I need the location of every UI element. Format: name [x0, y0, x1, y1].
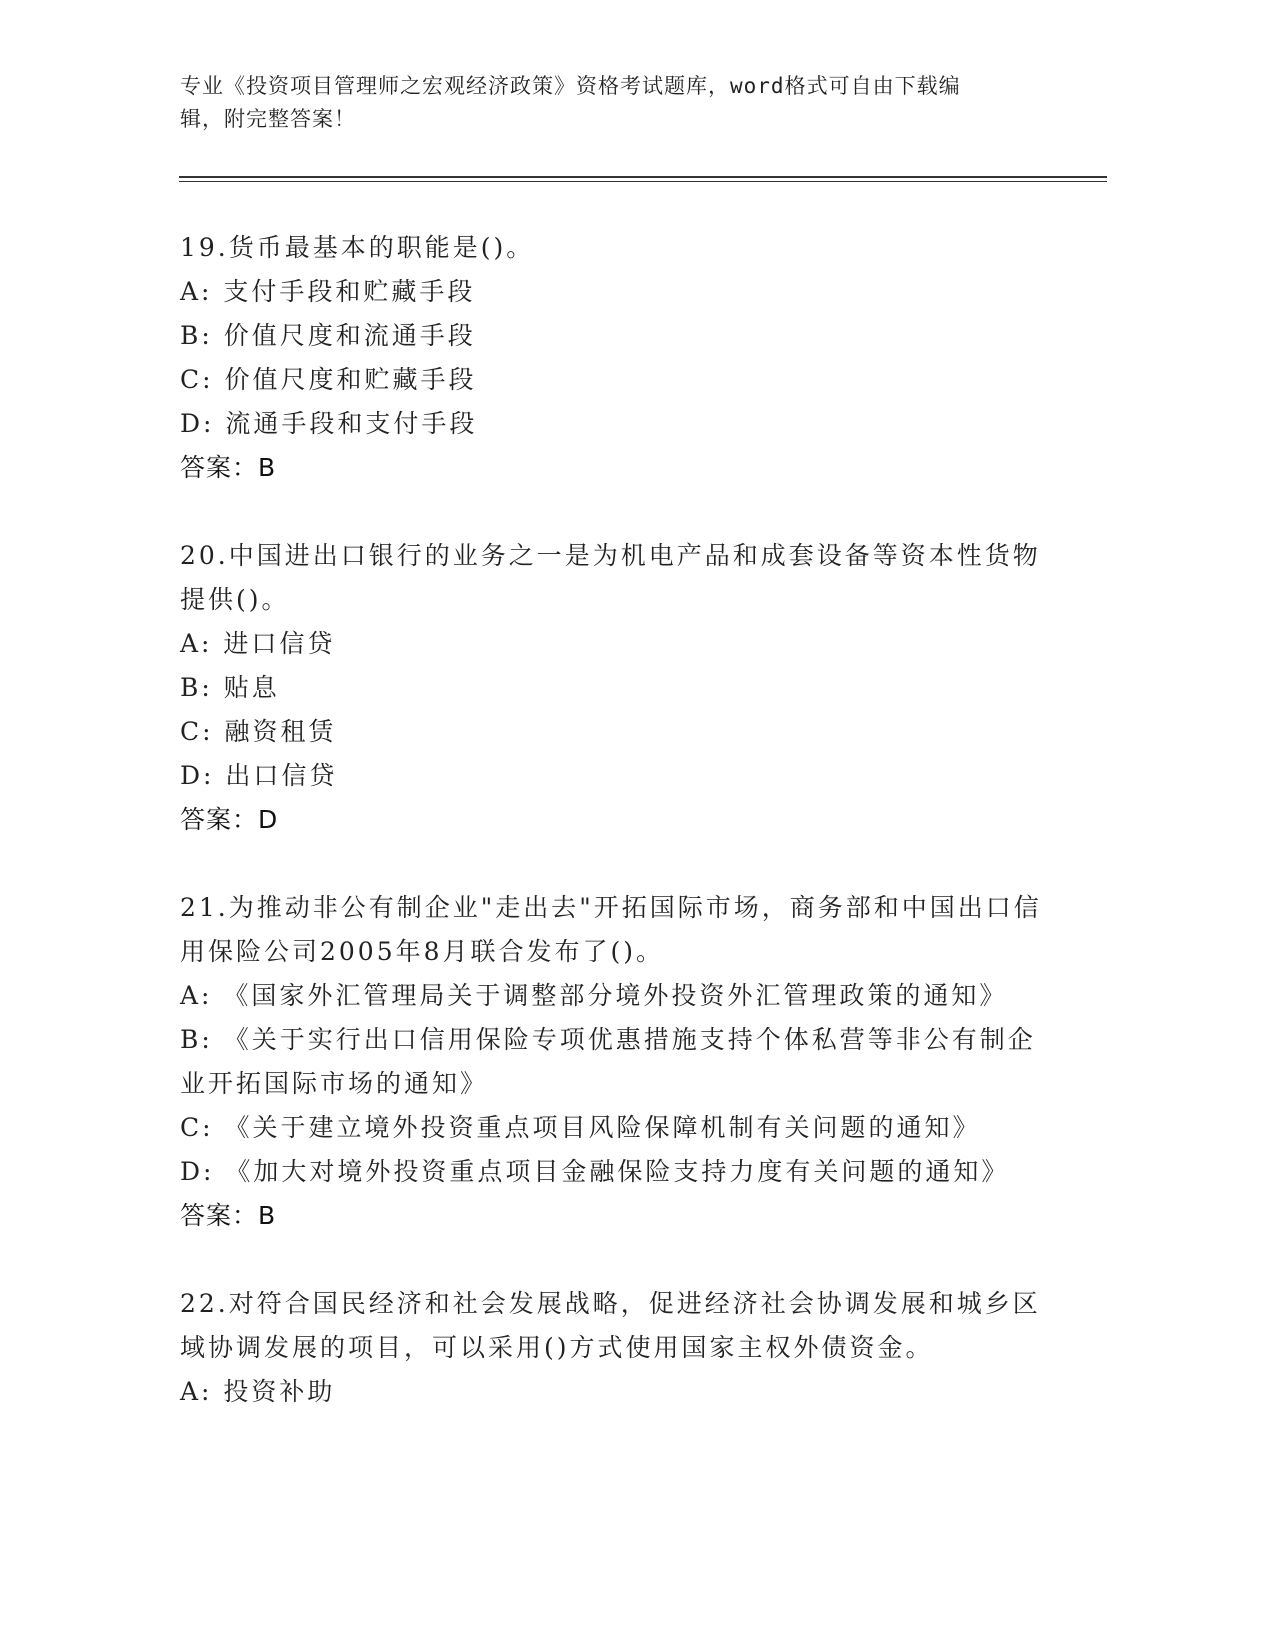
question-list [180, 226, 1060, 1458]
question-20 [180, 534, 1060, 842]
answer-line: 答案：B [180, 1201, 277, 1230]
question-19 [180, 226, 1060, 490]
answer-line: 答案：B [180, 453, 277, 482]
option-c: C: 融资租赁 [180, 717, 337, 746]
option-b-continued: 业开拓国际市场的通知》 [180, 1069, 489, 1098]
option-a: A: 支付手段和贮藏手段 [180, 277, 476, 306]
header-line-1: 专业《投资项目管理师之宏观经济政策》资格考试题库，word格式可自由下载编 [180, 74, 961, 98]
option-d: D: 流通手段和支付手段 [180, 409, 478, 438]
option-a: A: 《国家外汇管理局关于调整部分境外投资外汇管理政策的通知》 [180, 981, 1008, 1010]
option-d: D: 出口信贷 [180, 761, 338, 790]
question-stem-continued: 提供()。 [180, 585, 290, 614]
header-divider-thick [179, 176, 1107, 178]
option-b: B: 价值尺度和流通手段 [180, 321, 476, 350]
document-header [180, 70, 1060, 136]
option-d: D: 《加大对境外投资重点项目金融保险支持力度有关问题的通知》 [180, 1157, 1010, 1186]
option-c: C: 价值尺度和贮藏手段 [180, 365, 477, 394]
question-stem: 20.中国进出口银行的业务之一是为机电产品和成套设备等资本性货物 [180, 541, 1041, 570]
question-stem-continued: 用保险公司2005年8月联合发布了()。 [180, 937, 665, 966]
answer-line: 答案：D [180, 805, 279, 834]
question-22 [180, 1282, 1060, 1414]
question-21 [180, 886, 1060, 1238]
question-stem: 22.对符合国民经济和社会发展战略，促进经济社会协调发展和城乡区 [180, 1289, 1041, 1318]
question-stem: 19.货币最基本的职能是()。 [180, 233, 535, 262]
header-divider-thin [179, 181, 1107, 182]
option-b: B: 《关于实行出口信用保险专项优惠措施支持个体私营等非公有制企 [180, 1025, 1036, 1054]
question-stem: 21.为推动非公有制企业"走出去"开拓国际市场，商务部和中国出口信 [180, 893, 1042, 922]
option-a: A: 进口信贷 [180, 629, 336, 658]
option-b: B: 贴息 [180, 673, 280, 702]
question-stem-continued: 域协调发展的项目，可以采用()方式使用国家主权外债资金。 [180, 1333, 934, 1362]
header-line-2: 辑，附完整答案！ [180, 107, 356, 131]
option-a: A: 投资补助 [180, 1377, 336, 1406]
option-c: C: 《关于建立境外投资重点项目风险保障机制有关问题的通知》 [180, 1113, 981, 1142]
